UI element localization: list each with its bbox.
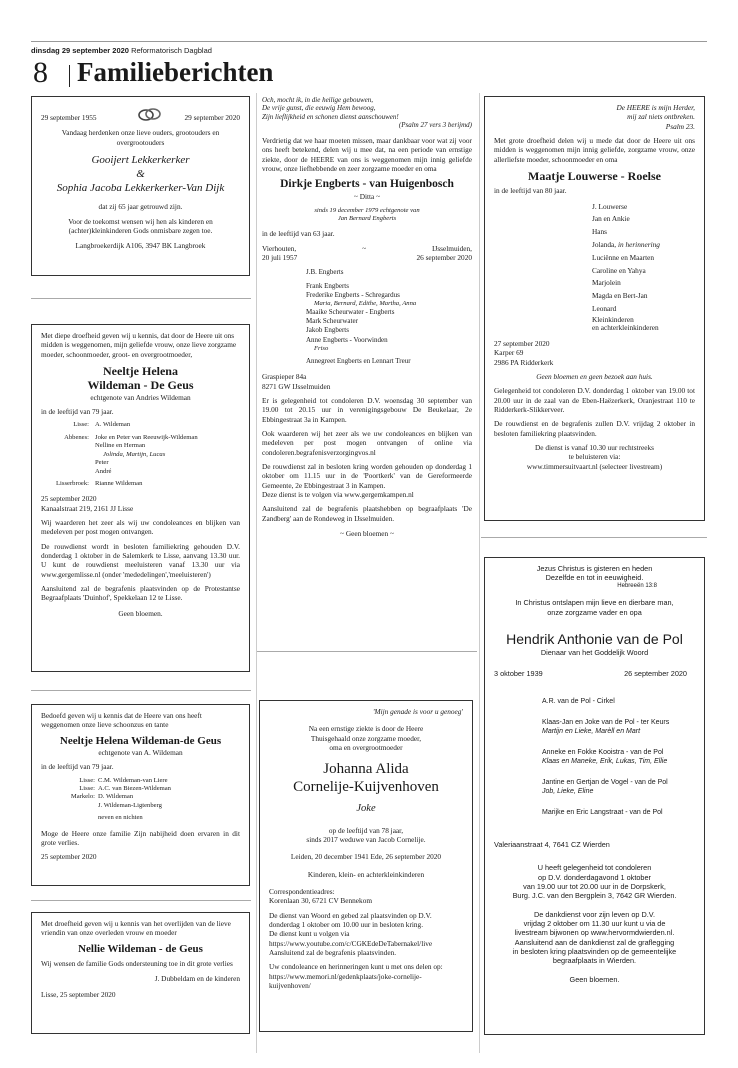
obituary-p3b: Deze dienst is te volgen via www.gergemkampen.nl: [262, 489, 414, 499]
section-title: Familieberichten: [77, 57, 274, 87]
obituary-title: Dienaar van het Goddelijk Woord: [540, 647, 649, 657]
family-line: Annegreet Engberts en Lennart Treur: [306, 357, 411, 366]
obituary-van-de-pol: [484, 557, 705, 1035]
obituary-age: in de leeftijd van 63 jaar.: [262, 229, 335, 239]
section-divider: [69, 65, 70, 87]
anniversary-line-1: dat zij 65 jaar getrouwd zijn.: [98, 202, 183, 212]
obituary-name-2: Cornelije-Kuijvenhoven: [293, 779, 439, 796]
obituary-p3b: te beluisteren via:: [568, 452, 621, 462]
obituary-cornelije: [259, 700, 473, 1032]
family-label: Markelo:: [70, 793, 95, 801]
family-line: Joke en Peter van Reeuwijk-Wildeman: [95, 433, 198, 441]
obituary-name: Hendrik Anthonie van de Pol: [506, 630, 683, 647]
obituary-poem: [262, 96, 472, 121]
obituary-schoonzus: [31, 704, 250, 886]
family-label: Lisserbroek:: [56, 480, 89, 488]
family-line: Leonard: [592, 303, 617, 313]
family-line: Jakob Engberts: [306, 326, 349, 335]
family-line: Maaike Scheurwater - Engberts: [306, 308, 395, 317]
obituary-name: Neeltje Helena Wildeman-de Geus: [59, 734, 222, 747]
anniversary-intro: Vandaag herdenken onze lieve ouders, grootouders en overgrootouders: [61, 128, 220, 147]
anniversary-date-right: 29 september 2020: [184, 113, 240, 122]
obituary-address: Kanaalstraat 219, 2161 JJ Lisse: [41, 503, 134, 513]
family-nephews: neven en nichten: [98, 814, 143, 822]
obituary-intro-1: In Christus ontslapen mijn lieve en dierbare man,: [515, 598, 674, 608]
correspondence-label: Correspondentieadres:: [269, 887, 335, 897]
header-rule: [31, 41, 707, 42]
family-line-children: Job, Lieke, Eline: [542, 788, 594, 796]
obituary-name-2: Wildeman - De Geus: [87, 378, 194, 393]
obituary-family-list: [45, 421, 240, 488]
obituary-address-1: Graspieper 84a: [262, 372, 307, 382]
obituary-age: in de leeftijd van 79 jaar.: [41, 407, 114, 417]
family-line: Maria, Bernard, Edithe, Martha, Anna: [314, 299, 417, 307]
born-place: Vierhouten,: [262, 243, 297, 253]
family-line: Nelline en Herman: [95, 442, 146, 450]
obituary-motto: 'Mijn genade is voor u genoeg': [372, 707, 463, 716]
family-line: A.C. van Biezen-Wildeman: [98, 784, 171, 792]
died-date: 26 september 2020: [624, 669, 687, 679]
obituary-address-1: Karper 69: [494, 348, 524, 358]
family-line-note: in herinnering: [617, 239, 660, 249]
obituary-spouse: echtgenote van A. Wildeman: [98, 747, 183, 757]
family-label: [61, 802, 95, 810]
family-label: Lisse:: [73, 421, 89, 429]
obituary-note: Geen bloemen en geen bezoek aan huis.: [536, 372, 653, 382]
obituary-age: op de leeftijd van 78 jaar,: [328, 825, 404, 835]
obituary-p2: De rouwdienst en de begrafenis zullen D.V. vrijdag 2 oktober in besloten familiekring plaatsvinden.: [494, 419, 695, 438]
anniversary-date-left: 29 september 1955: [41, 113, 97, 122]
p2-line: De dankdienst voor zijn leven op D.V.: [533, 909, 655, 919]
family-line: Mark Scheurwater: [306, 317, 358, 326]
obituary-address-2: 2986 PA Ridderkerk: [494, 357, 554, 367]
obituary-vriendin: [31, 912, 250, 1034]
family-line: Frederike Engberts - Schregardus: [306, 290, 400, 299]
obituary-dates: [494, 669, 695, 678]
obituary-intro-3: oma en overgrootmoeder: [329, 742, 403, 752]
obituary-intro: Verdrietig dat we haar moeten missen, maar dankbaar voor wat zij voor ons heeft betekend, delen wij u mee dat, na een periode van ernstige ziekte, door de HEERE van ons is weggenomen mijn innig geliefde vrouw, onze liefhebbende en zeer zorgzame moeder en oma: [262, 136, 472, 174]
row-rule-left-3: [31, 900, 251, 901]
header-dateline: [31, 46, 212, 55]
poem-reference: (Psalm 27 vers 3 berijmd): [398, 121, 472, 130]
obituary-address-2: 8271 GW IJsselmuiden: [262, 381, 331, 391]
header-paper: Reformatorisch Dagblad: [131, 46, 212, 55]
p2-line: begraafplaats in Wierden.: [552, 956, 637, 966]
obituary-date: 25 september 2020: [41, 852, 97, 862]
obituary-p1: Moge de Heere onze familie Zijn nabijheid doen ervaren in dit grote verlies.: [41, 828, 240, 848]
row-rule-left-1: [31, 298, 251, 299]
obituary-intro: Bedoefd geven wij u kennis dat de Heere van ons heeft weggenomen onze lieve schoonzus en tante: [41, 711, 202, 730]
p2-line: livestream bijwonen op www.hervormdwierden.nl.: [514, 928, 675, 938]
obituary-p1: Wij wensen de familie Gods ondersteuning toe in dit grote verlies: [41, 958, 233, 968]
p1-line: Burg. J.C. van den Bergplein 3, 7642 GR Wierden.: [512, 891, 677, 901]
poem-line: Och, mocht ik, in die heilige gebouwen,: [262, 96, 373, 104]
family-line: D. Wildeman: [98, 793, 134, 801]
family-line: Kleinkinderen: [592, 314, 634, 324]
obituary-dates: [262, 253, 472, 262]
correspondence-address: Korenlaan 30, 6721 CV Bennekom: [269, 896, 373, 906]
family-line: Jantine en Gertjan de Vogel - van de Pol: [542, 779, 668, 787]
date-tilde: ~: [362, 243, 367, 253]
family-line: Frank Engberts: [306, 281, 349, 290]
obituary-name: Nellie Wildeman - de Geus: [78, 942, 203, 955]
family-line: A. Wildeman: [95, 421, 131, 429]
obituary-sign: J. Dubbeldam en de kinderen: [154, 974, 240, 984]
family-line: en achterkleinkinderen: [592, 323, 659, 333]
obituary-spouse-1: sinds 19 december 1979 echtgenote van: [314, 206, 420, 214]
obituary-family-list: [542, 698, 695, 818]
family-line-name: Jolanda,: [592, 239, 618, 249]
obituary-louwerse: [484, 96, 705, 521]
obituary-since: sinds 2017 weduwe van Jacob Cornelije.: [306, 835, 426, 845]
anniversary-notice: [31, 96, 250, 276]
obituary-p1d: Aansluitend zal de begrafenis plaatsvinden.: [269, 948, 397, 958]
p2-line: in besloten kring plaatsvinden op de gemeentelijke: [512, 947, 677, 957]
family-label: Lisse:: [79, 776, 95, 784]
poem-line: De HEERE is mijn Herder,: [616, 103, 695, 112]
family-line-children: Klaas en Maneke, Erik, Lukas, Tim, Ellie: [542, 758, 668, 766]
died-date: 26 september 2020: [416, 253, 472, 263]
died-place: IJsselmuiden,: [432, 243, 472, 253]
obituary-family: Kinderen, klein- en achterkleinkinderen: [307, 869, 425, 879]
family-line: Caroline en Yahya: [592, 265, 646, 275]
anniversary-name-1: Gooijert Lekkerkerker: [91, 153, 190, 166]
family-line: C.M. Wildeman-van Liere: [98, 776, 168, 784]
header-date: dinsdag 29 september 2020: [31, 46, 129, 55]
obituary-age: in de leeftijd van 79 jaar.: [41, 762, 114, 772]
obituary-name: Dirkje Engberts - van Huigenbosch: [280, 178, 454, 191]
poem-line: mij zal niets ontbreken.: [627, 112, 695, 122]
row-rule-mid: [257, 651, 477, 652]
family-line: J. Louwerse: [592, 201, 628, 211]
obituary-p3: De rouwdienst zal in besloten kring worden gehouden op donderdag 1 oktober om 11.15 uur in de 'Poortkerk' van de Gereformeerde Gemeente, 2e Ebbingestraat 3 in Kampen.: [262, 461, 472, 490]
family-label: Abbenes:: [64, 433, 89, 441]
obituary-closing: ~ Geen bloemen ~: [340, 528, 394, 538]
row-rule-right: [481, 537, 707, 538]
wedding-rings-icon: [137, 106, 163, 122]
obituary-p1: Wij waarderen het zeer als wij uw condoleances en blijken van medeleven per post mogen ontvangen.: [41, 518, 240, 537]
obituary-p2: De rouwdienst wordt in besloten familiekring gehouden D.V. donderdag 1 oktober in de Salemkerk te Lisse, aanvang 13.30 uur. U kunt de rouwdienst meeluisteren vanaf 13.30 uur via www.gergemlisse.nl (onder 'mededelingen','meeluisteren'): [41, 541, 240, 579]
obituary-p2: Ook waarderen wij het zeer als we uw condoleances en blijken van medeleven per post mogen ontvangen of online via condoleren.begrafenisverzorgingvos.nl: [262, 428, 472, 457]
p1-line: U heeft gelegenheid tot condoleren: [537, 863, 652, 873]
family-line: Jan en Ankie: [592, 214, 630, 224]
obituary-intro: Met droefheid geven wij u kennis van het overlijden van de lieve vriendin van onze overleden vrouw en moeder: [41, 919, 231, 938]
obituary-p2: Uw condoleance en herinneringen kunt u met ons delen op: https://www.memori.nl/gedenkplaats/joke-cornelije-kuijvenhoven/: [269, 962, 443, 991]
obituary-spouse: echtgenote van Andries Wildeman: [90, 392, 191, 402]
obituary-intro: Met diepe droefheid geven wij u kennis, dat door de Heere uit ons midden is weggenomen, mijn geliefde vrouw, onze lieve zorgzame moeder, schoonmoeder, groot- en overgrootmoeder,: [41, 331, 237, 359]
obituary-p1c: https://www.youtube.com/c/CGKEdeDeTabernakel/live: [269, 938, 433, 948]
obituary-spouse-2: Jan Bernard Engberts: [337, 215, 397, 222]
obituary-engberts: [257, 93, 477, 633]
row-rule-left-2: [31, 690, 251, 691]
obituary-intro: Met grote droefheid delen wij u mede dat door de Heere uit ons midden is weggenomen mijn innig geliefde, zorgzame vrouw, onze allerliefste moeder, schoonmoeder en oma: [494, 135, 695, 164]
p1-line: van 19.00 uur tot 20.00 uur in de Dorpskerk,: [523, 882, 666, 892]
obituary-p3c: www.timmersuitvaart.nl (selecteer livestream): [526, 461, 663, 471]
verse-line: Jezus Christus is gisteren en heden: [536, 564, 653, 573]
obituary-family-list: [592, 201, 695, 333]
family-line: J.B. Engberts: [306, 268, 344, 277]
born-date: 3 oktober 1939: [494, 669, 543, 679]
obituary-p1: Gelegenheid tot condoleren D.V. donderdag 1 oktober van 19.00 tot 20.00 uur in de zaal van de Eben-Haëzerkerk, Oranjestraat 110 te Ridderkerk-Slikkerveer.: [494, 386, 695, 415]
page-number: 8: [33, 56, 48, 89]
family-line: [592, 239, 695, 252]
obituary-p3: Aansluitend zal de begrafenis plaatsvinden op de Protestantse Begraafplaats 'Duinhof', Spekkelaan 12 te Lisse.: [41, 584, 240, 603]
verse-line: Dezelfde en tot in eeuwigheid.: [545, 573, 644, 583]
obituary-dates: Leiden, 20 december 1941 Ede, 26 september 2020: [290, 852, 442, 862]
poem-reference: Psalm 23.: [665, 121, 695, 131]
family-line: Luciënne en Maarten: [592, 252, 654, 262]
obituary-nickname: ~ Ditta ~: [353, 192, 381, 202]
anniversary-name-2: Sophia Jacoba Lekkerkerker-Van Dijk: [56, 182, 225, 195]
obituary-intro-2: Thuisgehaald onze zorgzame moeder,: [310, 733, 422, 743]
anniversary-amp: &: [136, 168, 145, 181]
obituary-p2: [494, 910, 695, 966]
family-line: A.R. van de Pol - Cirkel: [542, 698, 615, 706]
poem-line: De vrije gunst, die eeuwig Hem bewoog,: [262, 104, 376, 113]
obituary-name: Maatje Louwerse - Roelse: [528, 168, 661, 183]
obituary-age: in de leeftijd van 80 jaar.: [494, 186, 567, 196]
obituary-name-1: Johanna Alida: [323, 761, 409, 778]
obituary-date: 25 september 2020: [41, 494, 97, 504]
obituary-name-1: Neeltje Helena: [103, 363, 178, 378]
obituary-wildeman-family: [31, 324, 250, 672]
p1-line: op D.V. donderdagavond 1 oktober: [538, 872, 651, 882]
verse-reference: Hebreeën 13:8: [617, 582, 657, 589]
p2-line: Aansluitend aan de dankdienst zal de graflegging: [514, 937, 675, 947]
anniversary-address: Langbroekerdijk A106, 3947 BK Langbroek: [75, 241, 206, 251]
anniversary-line-2: Voor de toekomst wensen wij hen als kinderen en (achter)kleinkinderen Gods onmisbare zegen toe.: [68, 216, 213, 235]
obituary-date: Lisse, 25 september 2020: [41, 989, 116, 999]
family-line: Anneke en Fokke Kooistra - van de Pol: [542, 749, 664, 757]
family-line: J. Wildeman-Ligtenberg: [98, 801, 162, 809]
column-rule-2: [479, 93, 480, 1053]
obituary-family-list: [61, 777, 240, 823]
family-line: Peter: [95, 459, 109, 467]
obituary-p4: Aansluitend zal de begrafenis plaatshebben op begraafplaats 'De Zandberg' aan de Rondeweg in IJsselmuiden.: [262, 504, 472, 523]
born-date: 20 juli 1957: [262, 253, 298, 263]
obituary-address: Valeriaanstraat 4, 7641 CZ Wierden: [494, 840, 610, 850]
obituary-p1b: De dienst kunt u volgen via: [269, 929, 350, 939]
obituary-date: 27 september 2020: [494, 339, 550, 349]
obituary-p1: Er is gelegenheid tot condoleren D.V. woensdag 30 september van 19.00 tot 20.15 uur in verenigingsgebouw De Beukelaar, 2e Ebbingestraat 3a in Kampen.: [262, 395, 472, 424]
obituary-intro-1: Na een ernstige ziekte is door de Heere: [308, 724, 424, 734]
obituary-p1: [494, 863, 695, 900]
family-line: Magda en Bert-Jan: [592, 291, 648, 301]
family-line: Rianne Wildeman: [95, 480, 143, 488]
family-line: Klaas-Jan en Joke van de Pol - ter Keurs: [542, 719, 670, 727]
family-line-children: Martijn en Lieke, Marèll en Mart: [542, 728, 641, 736]
obituary-family-list: [306, 268, 472, 366]
obituary-nickname: Joke: [356, 803, 376, 815]
obituary-intro-2: onze zorgzame vader en opa: [547, 607, 642, 617]
obituary-closing: Geen bloemen.: [569, 974, 620, 984]
family-line: Friso: [314, 344, 329, 352]
family-label: Lisse:: [79, 784, 95, 792]
family-line: Hans: [592, 227, 607, 237]
family-line: Jolinda, Martijn, Lucas: [103, 450, 166, 458]
family-line: André: [95, 467, 112, 475]
poem-line: Zijn lieflijkheid en schonen dienst aanschouwen!: [262, 112, 399, 121]
family-line: Anne Engberts - Voorwinden: [306, 335, 388, 344]
obituary-p3a: De dienst is vanaf 10.30 uur rechtstreeks: [535, 443, 654, 453]
obituary-closing: Geen bloemen.: [118, 608, 163, 618]
family-line: Marijke en Eric Langstraat - van de Pol: [542, 809, 663, 817]
obituary-places: [262, 244, 472, 253]
p2-line: vrijdag 2 oktober om 11.30 uur kunt u via de: [523, 919, 666, 929]
obituary-p1: De dienst van Woord en gebed zal plaatsvinden op D.V. donderdag 1 oktober om 10.00 uur in besloten kring.: [269, 910, 432, 930]
family-line: Marjolein: [592, 278, 621, 288]
